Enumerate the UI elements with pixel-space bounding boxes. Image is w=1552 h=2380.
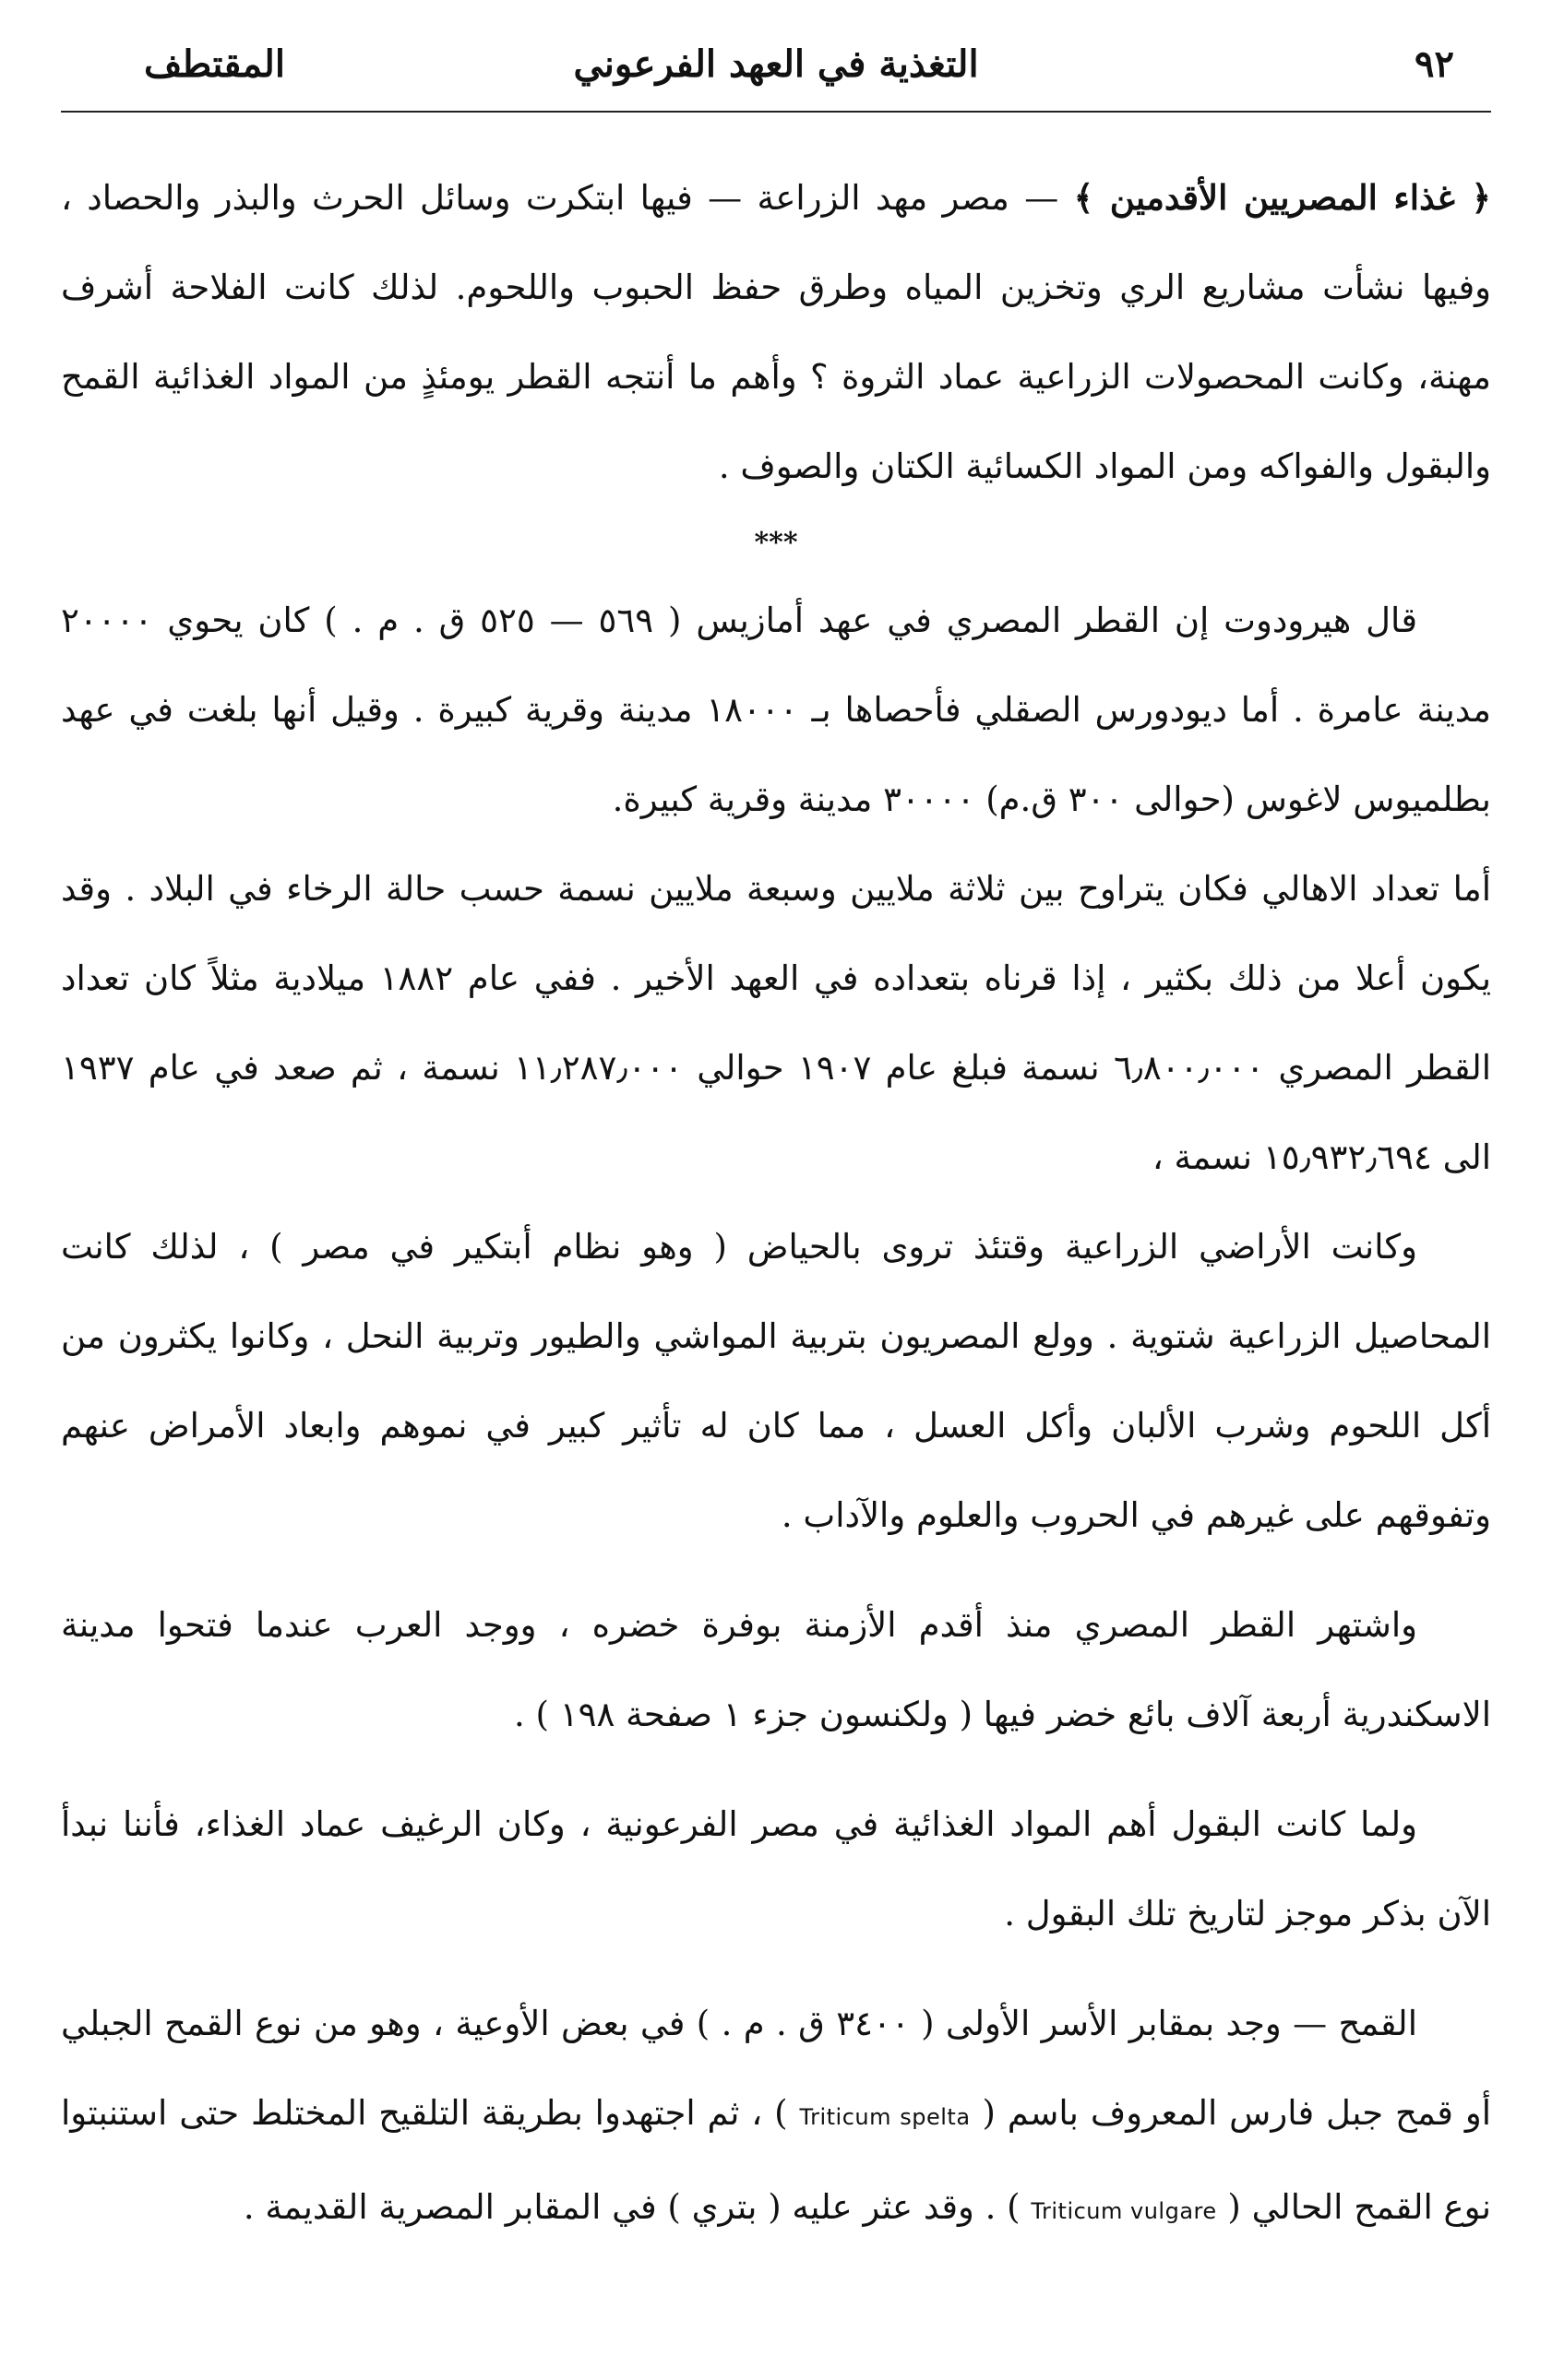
paragraph-agriculture: وكانت الأراضي الزراعية وقتئذ تروى بالحياض ( وهو نظام أبتكير في مصر ) ، لذلك كانت المحاصيل الزراعية شتوية . وولع المصريون بتربية المواشي والطيور وتربية النحل ، وكانوا يكثرون من أكل اللحوم وشرب الألبان وأكل العسل ، مما كان له تأثير كبير في نموهم وابعاد الأمراض عنهم وتفوقهم على غيرهم في الحروب والعلوم والآداب . [61,1227,1491,1535]
paragraph-vegetables: واشتهر القطر المصري منذ أقدم الأزمنة بوفرة خضره ، ووجد العرب عندما فتحوا مدينة الاسكندرية أربعة آلاف بائع خضر فيها ( ولكنسون جزء ١ صفحة ١٩٨ ) . [61,1605,1491,1734]
wheat-text-part3: ) . وقد عثر عليه ( بتري ) في المقابر المصرية القديمة . [243,2187,1021,2227]
paragraph-population: أما تعداد الاهالي فكان يتراوح بين ثلاثة ملايين وسبعة ملايين نسمة حسب حالة الرخاء في البلاد . وقد يكون أعلا من ذلك بكثير ، إذا قرناه بتعداده في العهد الأخير . ففي عام ١٨٨٢ ميلادية مثلاً كان تعداد القطر المصري ٦٫٨٠٠٫٠٠٠ نسمة فبلغ عام ١٩٠٧ حوالي ١١٫٢٨٧٫٠٠٠ نسمة ، ثم صعد في عام ١٩٣٧ الى ١٥٫٩٣٢٫٦٩٤ نسمة ، [61,869,1491,1177]
running-head [61,37,1491,113]
paragraph-herodotus: قال هيرودوت إن القطر المصري في عهد أمازيس ( ٥٦٩ — ٥٢٥ ق . م . ) كان يحوي ٢٠٠٠٠ مدينة عامرة . أما ديودورس الصقلي فأحصاها بـ ١٨٠٠٠ مدينة وقرية كبيرة . وقيل أنها بلغت في عهد بطلميوس لاغوس (حوالى ٣٠٠ ق.م) ٣٠٠٠٠ مدينة وقرية كبيرة. [61,601,1491,819]
section-heading: ﴿ غذاء المصريين الأقدمين ﴾ [1073,177,1492,218]
section-separator: *** [754,527,798,559]
paragraph-wheat [61,1979,1491,2256]
latin-term-spelta: Triticum spelta [799,2104,971,2130]
book-page [61,37,1491,2343]
body-text [61,153,1491,2256]
intro-paragraph [61,153,1491,511]
intro-text: — مصر مهد الزراعة — فيها ابتكرت وسائل الحرث والبذر والحصاد ، وفيها نشأت مشاريع الري وتخزين المياه وطرق حفظ الحبوب واللحوم. لذلك كانت الفلاحة أشرف مهنة، وكانت المحصولات الزراعية عماد الثروة ؟ وأهم ما أنتجه القطر يومئذٍ من المواد الغذائية القمح والبقول والفواكه ومن المواد الكسائية الكتان والصوف . [61,178,1491,486]
latin-term-vulgare: Triticum vulgare [1031,2198,1217,2224]
journal-name: المقتطف [144,42,285,86]
paragraph-legumes: ولما كانت البقول أهم المواد الغذائية في مصر الفرعونية ، وكان الرغيف عماد الغذاء، فأننا نبدأ الآن بذكر موجز لتاريخ تلك البقول . [61,1804,1491,1934]
wheat-text-part2: ) ، ثم اجتهدوا بطريقة التلقيح المختلط حتى استنبتوا نوع القمح الحالي ( [61,2093,1491,2227]
page-number: ٩٢ [1415,42,1454,86]
running-title: التغذية في العهد الفرعوني [573,42,979,86]
wheat-text-part1: القمح — وجد بمقابر الأسر الأولى ( ٣٤٠٠ ق . م . ) في بعض الأوعية ، وهو من نوع القمح الجبلي أو قمح جبل فارس المعروف باسم ( [61,2004,1491,2133]
